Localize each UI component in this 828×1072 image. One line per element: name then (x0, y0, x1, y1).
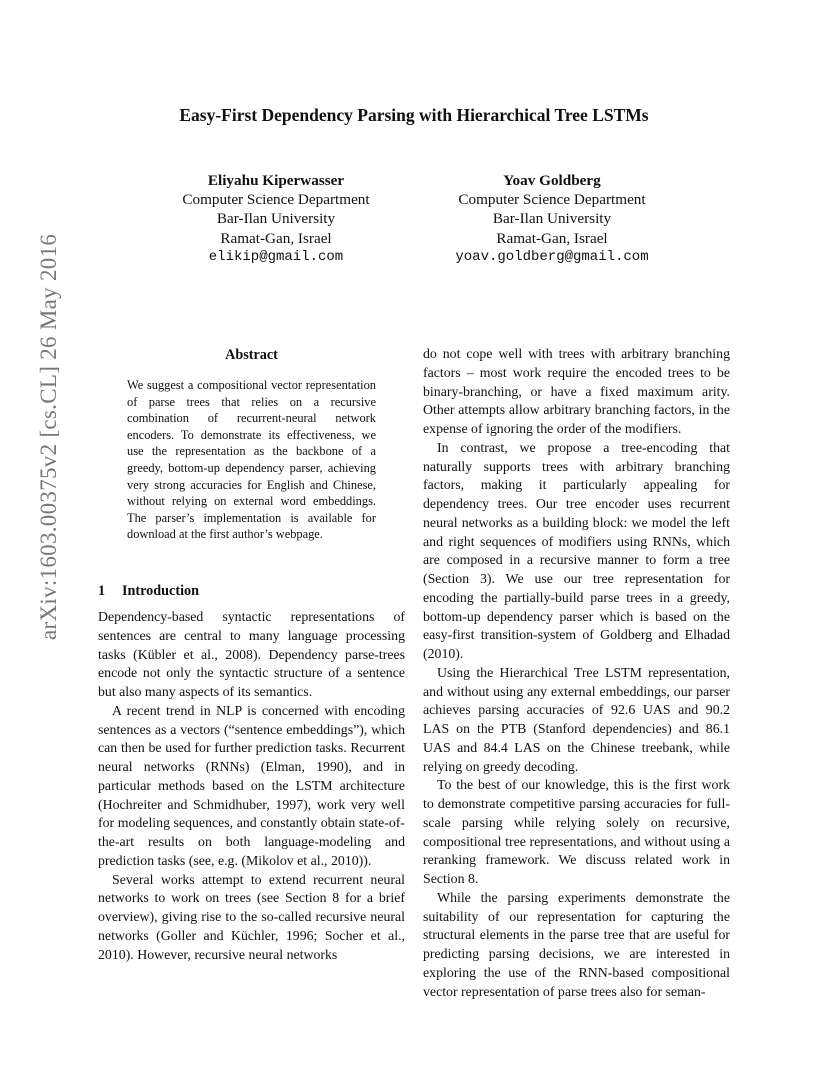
abstract-heading: Abstract (225, 347, 278, 363)
paper-title: Easy-First Dependency Parsing with Hierarchical Tree LSTMs (179, 105, 649, 125)
author-university: Bar-Ilan University (492, 210, 612, 228)
section-heading (98, 583, 199, 600)
author-university: Bar-Ilan University (216, 210, 336, 228)
author-name: Yoav Goldberg (503, 172, 601, 189)
body-paragraph: Dependency-based syntactic representations of sentences are central to many language processing tasks (Kübler et al., 2008). Dependency parse-trees encode not only the syntactic structure of a sentence but also many aspects of its semantics. (98, 609, 405, 699)
author-name: Eliyahu Kiperwasser (207, 172, 345, 189)
body-paragraph: To the best of our knowledge, this is the first work to demonstrate competitive parsing accuracies for full-scale parsing while relying solely on recursive, compositional tree representations, and without using a reranking framework. We discuss related work in Section 8. (423, 777, 730, 886)
author-email: yoav.goldberg@gmail.com (455, 248, 649, 265)
body-paragraph: Using the Hierarchical Tree LSTM representation, and without using any external embeddings, our parser achieves parsing accuracies of 92.6 UAS and 90.2 LAS on the PTB (Stanford dependencies) and 86.1 UAS and 84.4 LAS on the Chinese treebank, while relying on greedy decoding. (423, 664, 730, 774)
right-column (423, 345, 730, 1001)
body-paragraph: do not cope well with trees with arbitrary branching factors – most work require the encoded trees to be binary-branching, or have a fixed maximum arity. Other attempts allow arbitrary branching factors, in the expense of ignoring the order of the modifiers. (423, 346, 730, 436)
author-block-2 (412, 171, 692, 267)
author-location: Ramat-Gan, Israel (496, 229, 608, 247)
section-title: Introduction (122, 583, 199, 599)
arxiv-identifier-text: arXiv:1603.00375v2 [cs.CL] 26 May 2016 (36, 233, 61, 640)
body-paragraph: Several works attempt to extend recurrent neural networks to work on trees (see Section 8 for a brief overview), giving rise to the so-called recursive neural networks (Goller and Küchler, 1996; Socher et al., 2010). However, recursive neural networks (98, 871, 405, 962)
left-column (98, 608, 405, 964)
author-department: Computer Science Department (182, 191, 370, 209)
author-location: Ramat-Gan, Israel (220, 229, 332, 247)
body-paragraph: While the parsing experiments demonstrate the suitability of our representation for capturing the structural elements in the parse tree that are useful for predicting parsing decisions, we are interested in exploring the use of the RNN-based compositional vector representation of parse trees also for seman- (423, 889, 730, 999)
author-email: elikip@gmail.com (208, 248, 344, 265)
author-block-1 (136, 171, 416, 267)
section-number: 1 (98, 583, 106, 599)
body-paragraph: In contrast, we propose a tree-encoding that naturally supports trees with arbitrary branching factors, making it particularly appealing for dependency trees. Our tree encoder uses recurrent neural networks as a building block: we model the left and right sequences of modifiers using RNNs, which are composed in a recursive manner to form a tree (Section 3). We use our tree representation for encoding the partially-build parse trees in a greedy, bottom-up dependency parser which is based on the easy-first transition-system of Goldberg and Elhadad (2010). (423, 439, 730, 661)
author-department: Computer Science Department (458, 191, 646, 209)
abstract-body: We suggest a compositional vector representation of parse trees that relies on a recursive combination of recurrent-neural network encoders. To demonstrate its effectiveness, we use the representation as the backbone of a greedy, bottom-up dependency parser, achieving very strong accuracies for English and Chinese, without relying on external word embeddings. The parser’s implementation is available for download at the first author’s webpage. (127, 378, 376, 542)
body-paragraph: A recent trend in NLP is concerned with encoding sentences as a vectors (“sentence embeddings”), which can then be used for further prediction tasks. Recurrent neural networks (RNNs) (Elman, 1990), and in particular methods based on the LSTM architecture (Hochreiter and Schmidhuber, 1997), work very well for modeling sequences, and constantly obtain state-of-the-art results on both language-modeling and prediction tasks (see, e.g. (Mikolov et al., 2010)). (98, 702, 405, 868)
